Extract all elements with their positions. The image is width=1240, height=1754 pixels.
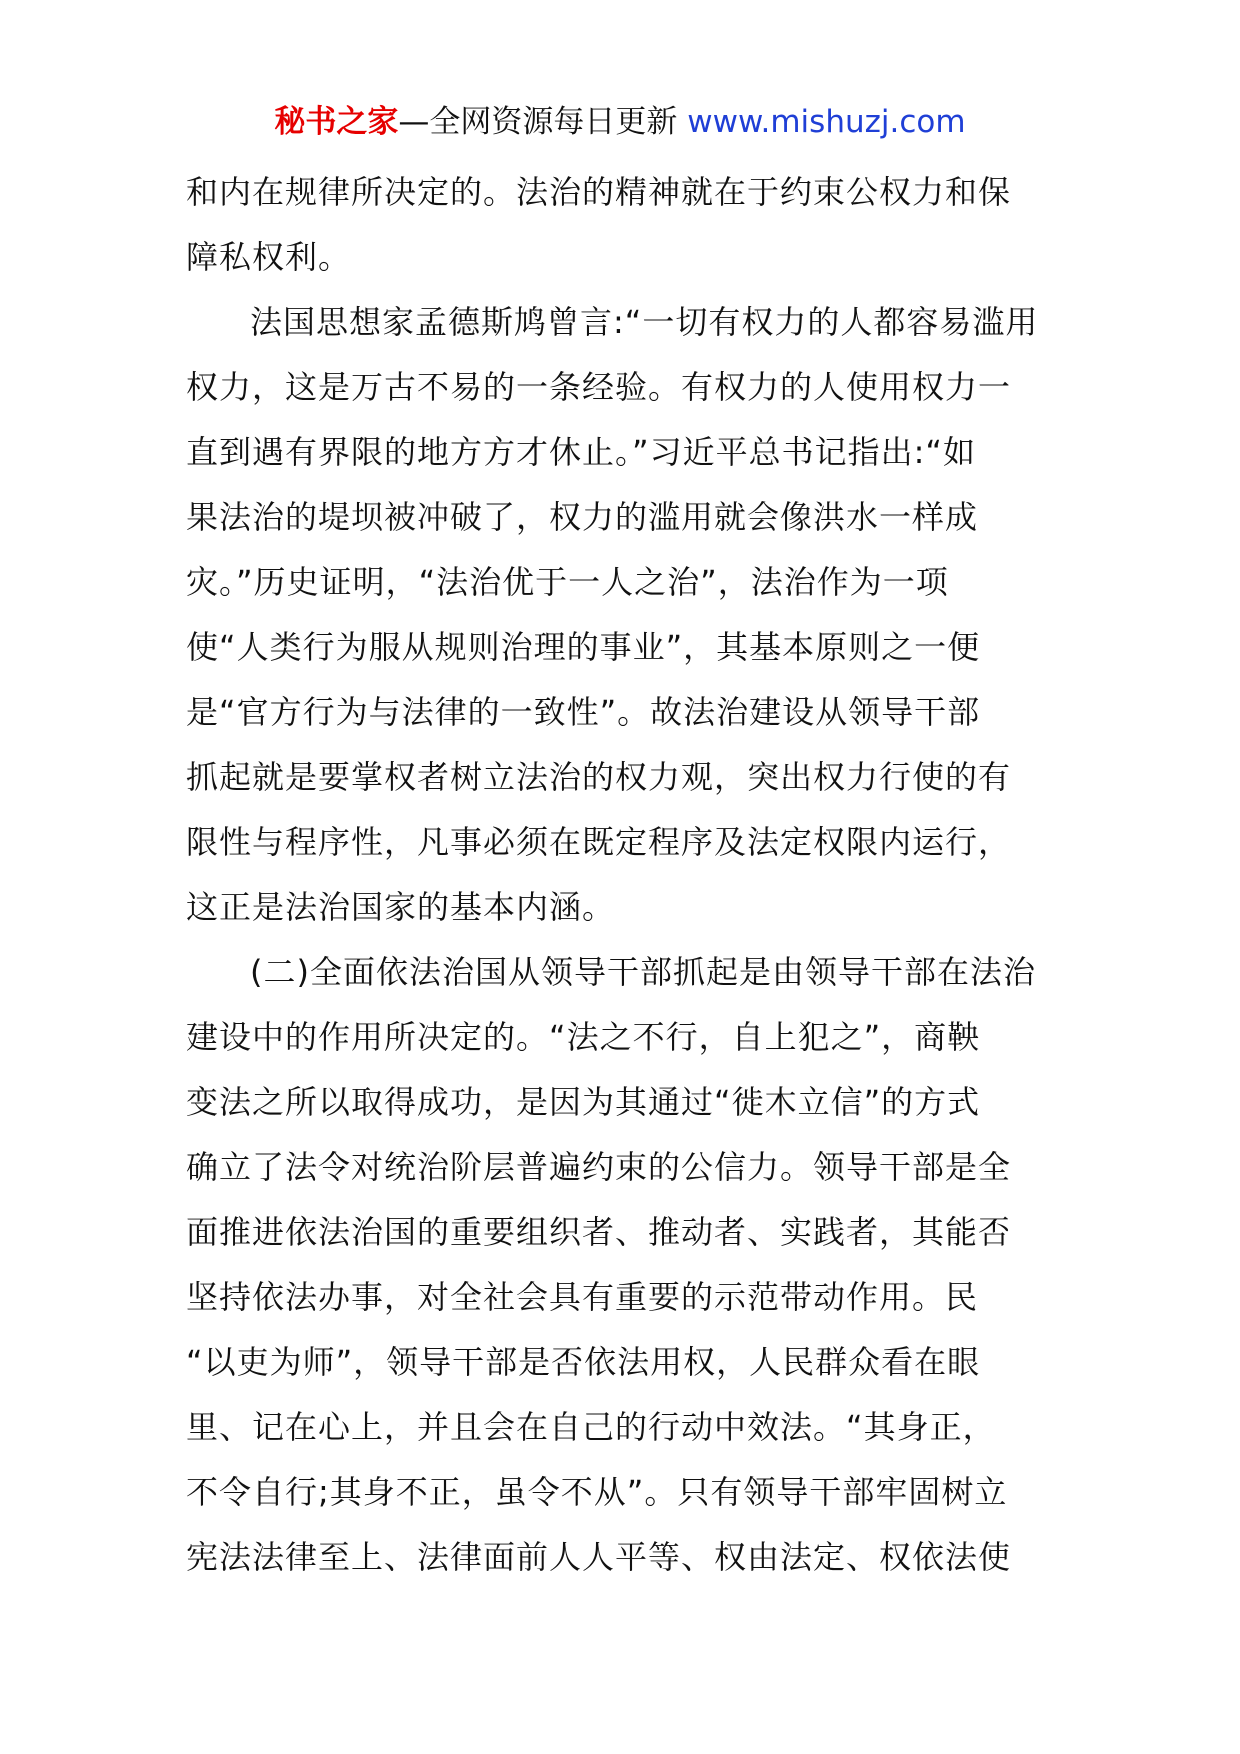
text-line: (二)全面依法治国从领导干部抓起是由领导干部在法治 bbox=[250, 953, 1036, 991]
text-line: 不令自行;其身不正，虽令不从”。只有领导干部牢固树立 bbox=[186, 1473, 1008, 1511]
text-line: 建设中的作用所决定的。“法之不行，自上犯之”，商鞅 bbox=[186, 1018, 981, 1056]
text-line: 宪法法律至上、法律面前人人平等、权由法定、权依法使 bbox=[186, 1538, 1012, 1576]
text-line: 直到遇有界限的地方方才休止。”习近平总书记指出:“如 bbox=[186, 433, 976, 471]
text-line: “以吏为师”，领导干部是否依法用权，人民群众看在眼 bbox=[186, 1343, 981, 1381]
text-line: 果法治的堤坝被冲破了，权力的滥用就会像洪水一样成 bbox=[186, 498, 979, 536]
site-url[interactable]: www.mishuzj.com bbox=[687, 104, 966, 140]
text-line: 权力，这是万古不易的一条经验。有权力的人使用权力一 bbox=[186, 368, 1012, 406]
text-line: 这正是法治国家的基本内涵。 bbox=[186, 888, 616, 926]
text-line: 灾。”历史证明，“法治优于一人之治”，法治作为一项 bbox=[186, 563, 949, 601]
site-brand: 秘书之家 bbox=[274, 104, 399, 140]
document-body bbox=[186, 160, 1054, 1590]
site-header bbox=[0, 100, 1240, 144]
text-line: 抓起就是要掌权者树立法治的权力观，突出权力行使的有 bbox=[186, 758, 1012, 796]
text-line: 变法之所以取得成功，是因为其通过“徙木立信”的方式 bbox=[186, 1083, 981, 1121]
text-line: 面推进依法治国的重要组织者、推动者、实践者，其能否 bbox=[186, 1213, 1012, 1251]
text-line: 里、记在心上，并且会在自己的行动中效法。“其身正， bbox=[186, 1408, 996, 1446]
text-line: 是“官方行为与法律的一致性”。故法治建设从领导干部 bbox=[186, 693, 981, 731]
text-line: 限性与程序性，凡事必须在既定程序及法定权限内运行， bbox=[186, 823, 1012, 861]
site-slogan: —全网资源每日更新 bbox=[398, 104, 688, 140]
text-line: 障私权利。 bbox=[186, 238, 352, 276]
text-line: 使“人类行为服从规则治理的事业”，其基本原则之一便 bbox=[186, 628, 981, 666]
text-line: 确立了法令对统治阶层普遍约束的公信力。领导干部是全 bbox=[186, 1148, 1012, 1186]
text-line: 法国思想家孟德斯鸠曾言:“一切有权力的人都容易滥用 bbox=[250, 303, 1039, 341]
text-line: 和内在规律所决定的。法治的精神就在于约束公权力和保 bbox=[186, 173, 1012, 211]
text-line: 坚持依法办事，对全社会具有重要的示范带动作用。民 bbox=[186, 1278, 979, 1316]
